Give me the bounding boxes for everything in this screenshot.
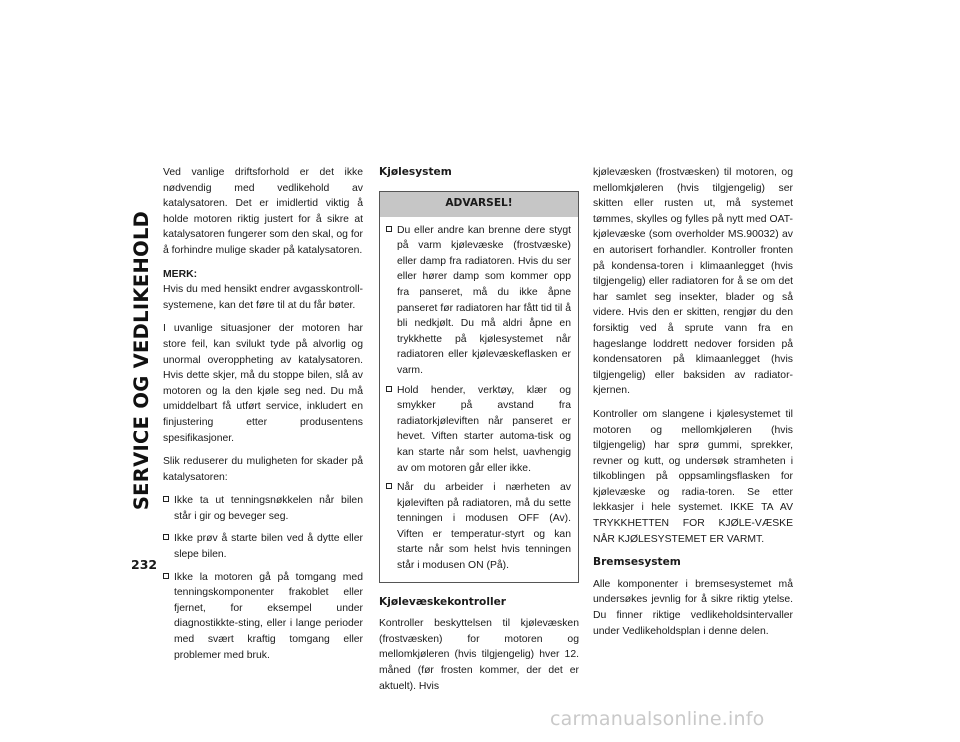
- hoses-paragraph: Kontroller om slangene i kjølesystemet til motoren og mellomkjøleren (hvis tilgjengelig) har sprø gummi, sprekker, revner og kutt, og undersøk stramheten i tilkoblingen på oppsamlingsflasken for kjølevæske og radia-toren. Se etter lekkasjer i hele systemet. IKKE TA AV TRYKKHETTEN FOR KJØLE-VÆSKE NÅR KJØLESYSTEMET ER VARMT.: [593, 408, 793, 545]
- section-side-title: [128, 168, 156, 552]
- overheating-paragraph: I uvanlige situasjoner der motoren har store feil, kan svilukt tyde på alvorlig og unormal overoppheting av katalysatoren. Hvis dette skjer, må du stoppe bilen, slå av motoren og la den kjøle seg ned. Du må umiddelbart få utført service, inkludert en finjustering etter produsentens spesifikasjoner.: [163, 323, 363, 444]
- checkbox-bullet-icon: [163, 573, 169, 579]
- coolant-flush-paragraph: kjølevæsken (frostvæsken) til motoren, og mellomkjøleren (hvis tilgjengelig) ser skitten eller rusten ut, må systemet tømmes, skylles og fylles på nytt med OAT-kjølevæske (som overholder MS.90032) av en autorisert forhandler. Kontroller fronten på kondensa-toren i klimaanlegget (hvis tilgjengelig) eller radiatoren for å se om det har samlet seg insekter, blader og så videre. Hvis den er skitten, rengjør du den forsiktig ved å sprute vann fra en hageslange loddrett nedover forsiden på kondensatoren på klimaanlegget (hvis tilgjengelig) eller baksiden av radiator-kjernen.: [593, 167, 793, 397]
- catalyst-bullet-list: [163, 493, 363, 663]
- note-title: MERK:: [163, 268, 198, 280]
- page-number: 232: [131, 557, 158, 572]
- list-item-text: Ikke ta ut tenningsnøkkelen når bilen står i gir og beveger seg.: [174, 495, 363, 522]
- column-1: [163, 165, 363, 671]
- cooling-system-heading: Kjølesystem: [379, 166, 452, 178]
- list-item-text: Ikke prøv å starte bilen ved å dytte eller slepe bilen.: [174, 533, 363, 561]
- checkbox-bullet-icon: [386, 483, 392, 489]
- warning-bullet-list: [386, 223, 571, 574]
- list-item: [386, 383, 571, 477]
- section-side-title-text: SERVICE OG VEDLIKEHOLD: [130, 210, 154, 510]
- brake-system-heading: Bremsesystem: [593, 556, 681, 569]
- warning-box: [379, 191, 579, 583]
- coolant-checks-paragraph: Kontroller beskyttelsen til kjølevæsken (frostvæsken) for motoren og mellomkjøleren (hvis tilgjengelig) hver 12. måned (før frosten kommer, der det er aktuelt). Hvis: [379, 618, 579, 692]
- list-item-text: Hold hender, verktøy, klær og smykker på avstand fra radiatorkjøleviften når panseret er hevet. Viften starter automa-tisk og kan starte når som helst, uavhengig av om motoren går eller ikke.: [397, 384, 571, 474]
- list-item: [163, 570, 363, 664]
- list-item: [386, 480, 571, 574]
- checkbox-bullet-icon: [163, 496, 169, 502]
- checkbox-bullet-icon: [386, 386, 392, 392]
- checkbox-bullet-icon: [163, 534, 169, 540]
- list-item-text: Ikke la motoren gå på tomgang med tenningskomponenter frakoblet eller fjernet, for eksempel under diagnostikkte-sting, eller i lange perioder med svært kraftig tomgang eller problemer med bruk.: [174, 571, 363, 661]
- list-item: [163, 493, 363, 524]
- brake-system-paragraph: Alle komponenter i bremsesystemet må undersøkes jevnlig for å sikre riktig ytelse. Du finner riktige vedlikeholdsintervaller under Vedlikeholdsplan i denne delen.: [593, 578, 793, 637]
- column-2: [379, 165, 579, 702]
- catalyst-intro-paragraph: Ved vanlige driftsforhold er det ikke nødvendig med vedlikehold av katalysatoren. Det er imidlertid viktig å holde motoren riktig justert for å sikre at katalysatoren fungerer som den skal, og for å forhindre mulige skader på katalysatoren.: [163, 167, 363, 256]
- watermark: carmanualsonline.info: [550, 708, 765, 730]
- list-item-text: Når du arbeider i nærheten av kjøleviften på radiatoren, må du sette tenningen i modusen OFF (Av). Viften er temperatur-styrt og kan starte når som helst hvis tenningen står i modusen ON (På).: [397, 482, 571, 572]
- list-item: [163, 531, 363, 562]
- note-text: Hvis du med hensikt endrer avgasskontroll-systemene, kan det føre til at du får bøter.: [163, 284, 363, 311]
- list-item-text: Du eller andre kan brenne dere stygt på varm kjølevæske (frostvæske) eller damp fra radiatoren. Hvis du ser eller hører damp som kommer opp fra panseret, må du ikke åpne panseret før radiatoren har fått tid til å bli nedkjølt. Du må aldri åpne en trykkhette på kjølesystemet når radiatoren eller kjølevæskeflasken er varm.: [397, 224, 571, 376]
- column-3: [593, 165, 793, 647]
- reduce-damage-paragraph: Slik reduserer du muligheten for skader på katalysatoren:: [163, 456, 363, 483]
- coolant-checks-heading: Kjølevæskekontroller: [379, 595, 507, 608]
- warning-title: ADVARSEL!: [380, 192, 578, 217]
- checkbox-bullet-icon: [386, 226, 392, 232]
- list-item: [386, 223, 571, 379]
